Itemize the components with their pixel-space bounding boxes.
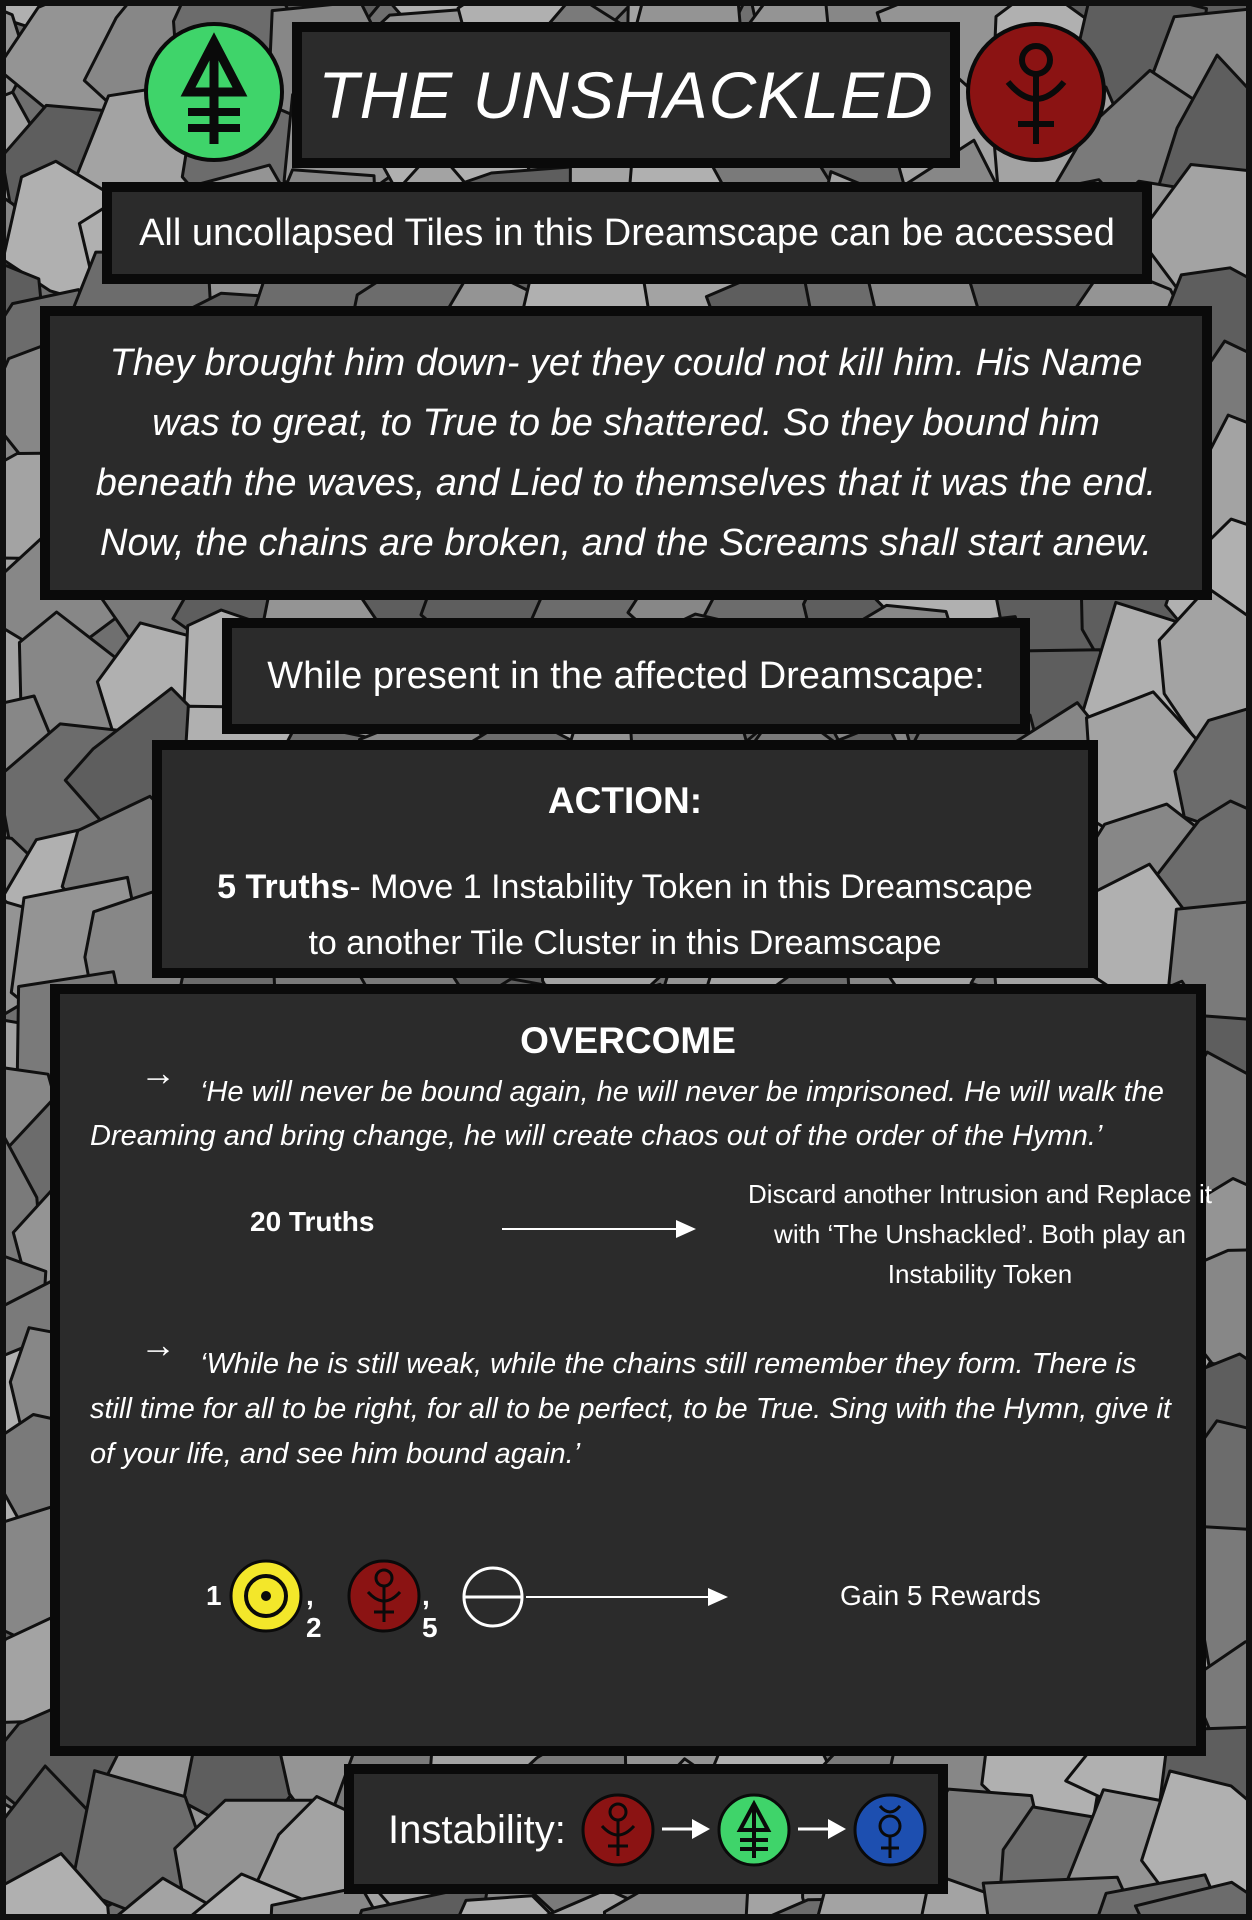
option-2-result: Gain 5 Rewards — [840, 1580, 1041, 1611]
flavor-panel — [40, 306, 1212, 600]
action-heading: ACTION: — [547, 780, 703, 821]
instability-panel — [344, 1764, 948, 1894]
yellow-sun-symbol-icon — [228, 1558, 304, 1634]
option-1-arrow-icon — [500, 1214, 700, 1244]
arrow-right-icon — [660, 1814, 712, 1844]
effect-text: All uncollapsed Tiles in this Dreamscape can be accessed — [139, 211, 1115, 254]
card-title: THE UNSHACKLED — [318, 58, 934, 132]
blue-mercury-symbol-icon — [852, 1792, 928, 1868]
action-cost: 5 Truths — [217, 868, 350, 906]
red-dream-symbol-icon — [964, 20, 1108, 164]
cost-2-count: , 2 — [306, 1580, 322, 1643]
action-panel — [152, 740, 1098, 978]
condition-panel — [222, 618, 1030, 734]
red-dream-symbol-icon — [580, 1792, 656, 1868]
green-tree-symbol-icon — [142, 20, 286, 164]
arrow-icon: → — [140, 1052, 176, 1093]
action-line-1-rest: - Move 1 Instability Token in this Dreamscape — [349, 868, 1033, 906]
condition-text: While present in the affected Dreamscape: — [267, 654, 985, 697]
option-2-quote: ‘While he is still weak, while the chains still remember they form. There is still time for all to be right, for all to be perfect, to be True. Sing with the Hymn, give it of your life, and see him bound again.’ — [90, 1348, 1171, 1470]
overcome-panel — [50, 984, 1212, 1756]
option-1-result: Discard another Intrusion and Replace it with ‘The Unshackled’. Both play an Instability Token — [748, 1179, 1212, 1289]
option-1-cost: 20 Truths — [250, 1206, 375, 1237]
option-1-quote: ‘He will never be bound again, he will never be imprisoned. He will walk the Dreaming and bring change, he will create chaos out of the order of the Hymn.’ — [90, 1076, 1164, 1152]
flavor-text: They brought him down- yet they could not kill him. His Name was to great, to True to be shattered. So they bound him beneath the waves, and Lied to themselves that it was the end. Now, the chains are broken, and the Screams shall start anew. — [95, 342, 1157, 564]
card-title-panel — [292, 22, 960, 168]
cost-1-count: 1 — [206, 1580, 222, 1611]
arrow-right-icon — [796, 1814, 848, 1844]
action-line-1 — [162, 868, 1088, 907]
action-line-2: to another Tile Cluster in this Dreamscape — [308, 924, 942, 962]
green-tree-symbol-icon — [716, 1792, 792, 1868]
cost-3-count: , 5 — [422, 1580, 438, 1643]
effect-panel — [102, 182, 1152, 284]
red-dream-symbol-icon — [346, 1558, 422, 1634]
void-circle-symbol-icon — [460, 1564, 526, 1630]
instability-label: Instability: — [388, 1808, 566, 1852]
arrow-icon: → — [140, 1324, 176, 1365]
option-2-arrow-icon — [526, 1582, 732, 1612]
overcome-heading: OVERCOME — [520, 1020, 736, 1061]
